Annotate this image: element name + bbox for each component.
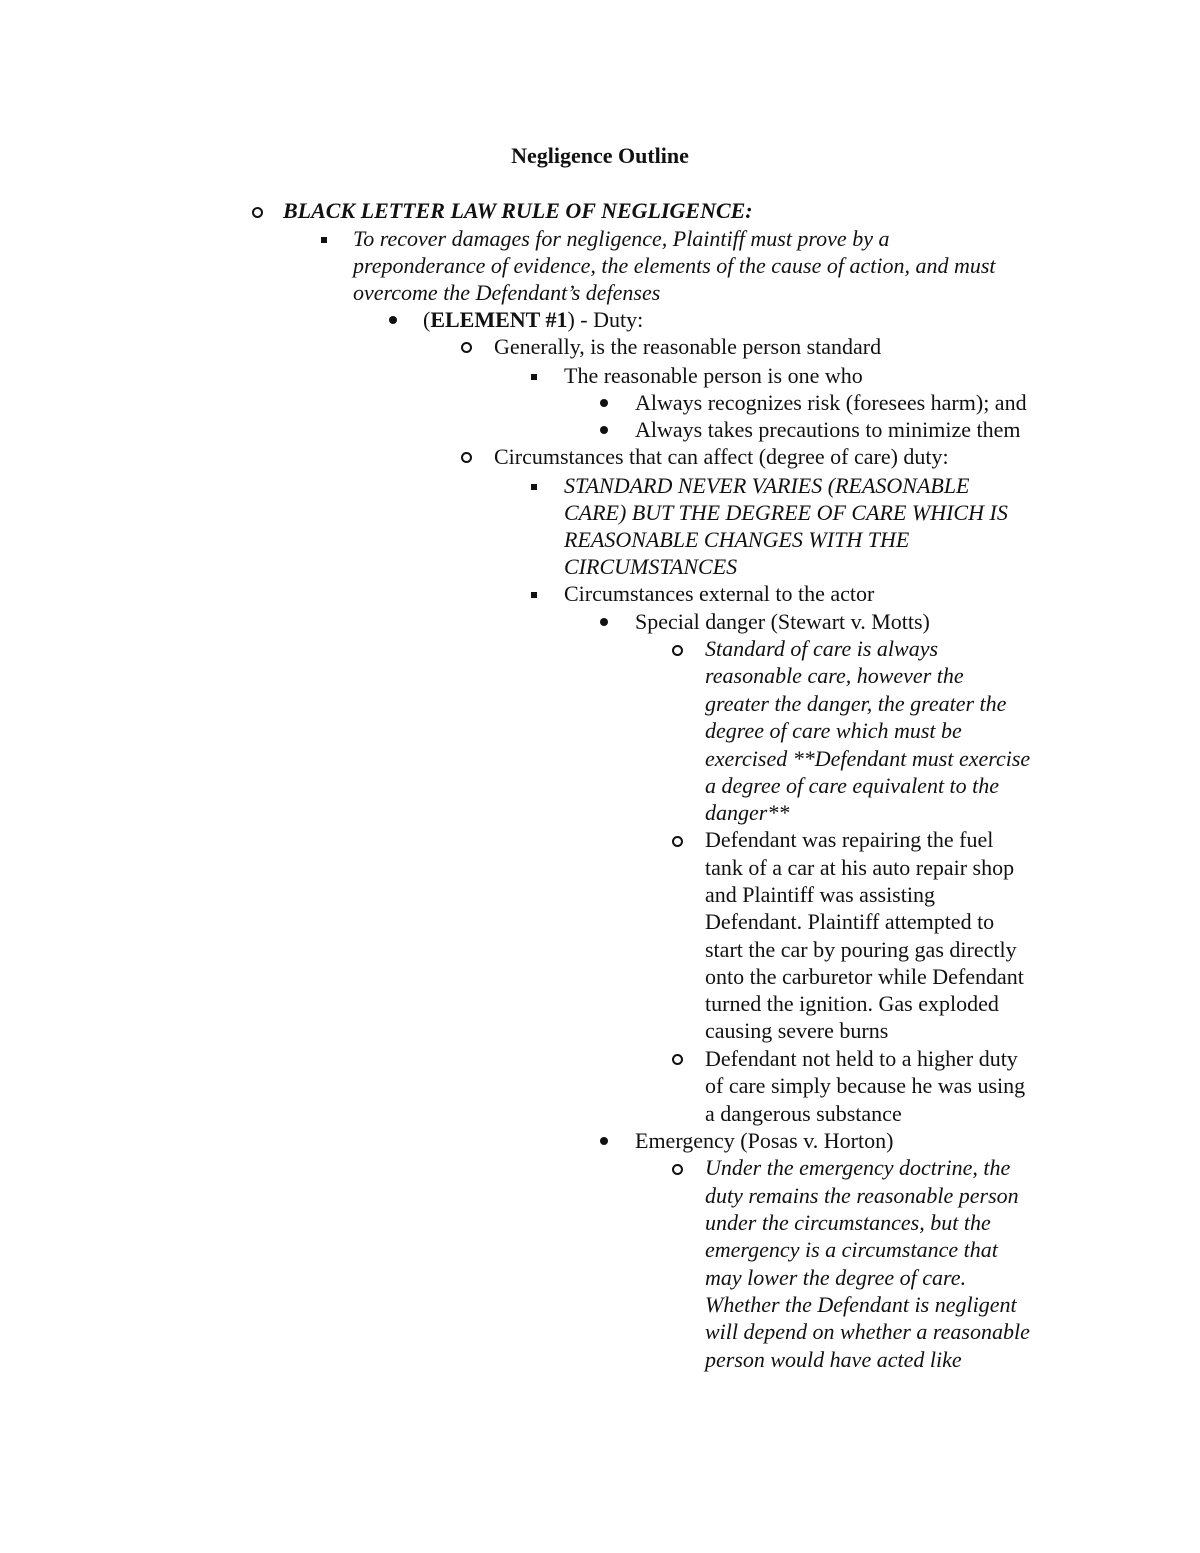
sd-rule-line: degree of care which must be bbox=[705, 718, 962, 743]
circle-bullet-icon bbox=[672, 1046, 683, 1073]
sd-rule-line: danger** bbox=[705, 800, 790, 825]
circle-bullet-icon bbox=[672, 828, 683, 855]
circle-bullet-icon bbox=[252, 199, 263, 226]
recognizes-item: Always recognizes risk (foresees harm); and bbox=[635, 390, 1027, 415]
element-open: ( bbox=[423, 307, 431, 332]
sd-facts-line: tank of a car at his auto repair shop bbox=[705, 855, 1015, 880]
emergency-item: Emergency (Posas v. Horton) bbox=[635, 1128, 894, 1153]
square-bullet-icon bbox=[531, 362, 537, 389]
em-rule-line: person would have acted like bbox=[705, 1347, 962, 1372]
external-item: Circumstances external to the actor bbox=[564, 581, 875, 606]
sd-rule-line: greater the danger, the greater the bbox=[705, 691, 1007, 716]
standard-line: CARE) BUT THE DEGREE OF CARE WHICH IS bbox=[564, 500, 1008, 525]
standard-line: CIRCUMSTANCES bbox=[564, 554, 738, 579]
rule-line: overcome the Defendant’s defenses bbox=[353, 280, 661, 305]
element-heading bbox=[423, 306, 643, 333]
sd-facts-line: Defendant was repairing the fuel bbox=[705, 827, 994, 852]
em-rule-line: under the circumstances, but the bbox=[705, 1210, 991, 1235]
precautions-item: Always takes precautions to minimize them bbox=[635, 417, 1021, 442]
black-letter-heading: BLACK LETTER LAW RULE OF NEGLIGENCE: bbox=[283, 198, 753, 223]
square-bullet-icon bbox=[531, 472, 537, 499]
special-danger-item: Special danger (Stewart v. Motts) bbox=[635, 609, 930, 634]
generally-item: Generally, is the reasonable person standard bbox=[494, 334, 882, 359]
standard-line: REASONABLE CHANGES WITH THE bbox=[564, 527, 910, 552]
rule-line: preponderance of evidence, the elements of the cause of action, and must bbox=[353, 253, 996, 278]
square-bullet-icon bbox=[531, 580, 537, 607]
sd-holding-line: Defendant not held to a higher duty bbox=[705, 1046, 1018, 1071]
sd-holding-line: of care simply because he was using bbox=[705, 1073, 1026, 1098]
element-label: ELEMENT #1 bbox=[430, 307, 568, 332]
square-bullet-icon bbox=[321, 225, 327, 252]
em-rule-line: will depend on whether a reasonable bbox=[705, 1319, 1030, 1344]
em-rule-line: duty remains the reasonable person bbox=[705, 1183, 1019, 1208]
circumstances-item: Circumstances that can affect (degree of care) duty: bbox=[494, 444, 949, 469]
circle-bullet-icon bbox=[461, 444, 472, 471]
disc-bullet-icon bbox=[600, 389, 608, 416]
sd-facts-line: onto the carburetor while Defendant bbox=[705, 964, 1024, 989]
disc-bullet-icon bbox=[600, 1127, 608, 1154]
sd-rule-line: reasonable care, however the bbox=[705, 663, 964, 688]
disc-bullet-icon bbox=[389, 306, 397, 333]
sd-rule-line: a degree of care equivalent to the bbox=[705, 773, 1000, 798]
circle-bullet-icon bbox=[672, 1156, 683, 1183]
sd-rule-line: exercised **Defendant must exercise bbox=[705, 746, 1031, 771]
em-rule-line: Whether the Defendant is negligent bbox=[705, 1292, 1017, 1317]
sd-rule-line: Standard of care is always bbox=[705, 636, 939, 661]
sd-facts-line: causing severe burns bbox=[705, 1018, 889, 1043]
sd-facts-line: and Plaintiff was assisting bbox=[705, 882, 935, 907]
em-rule-line: Under the emergency doctrine, the bbox=[705, 1155, 1011, 1180]
circle-bullet-icon bbox=[461, 334, 472, 361]
disc-bullet-icon bbox=[600, 608, 608, 635]
em-rule-line: may lower the degree of care. bbox=[705, 1265, 967, 1290]
sd-holding-line: a dangerous substance bbox=[705, 1101, 902, 1126]
rule-line: To recover damages for negligence, Plaintiff must prove by a bbox=[353, 226, 890, 251]
document-title: Negligence Outline bbox=[511, 143, 689, 168]
sd-facts-line: turned the ignition. Gas exploded bbox=[705, 991, 999, 1016]
reasonable-person-item: The reasonable person is one who bbox=[564, 363, 863, 388]
em-rule-line: emergency is a circumstance that bbox=[705, 1237, 998, 1262]
disc-bullet-icon bbox=[600, 416, 608, 443]
element-rest: ) - Duty: bbox=[567, 307, 644, 332]
sd-facts-line: start the car by pouring gas directly bbox=[705, 937, 1017, 962]
standard-line: STANDARD NEVER VARIES (REASONABLE bbox=[564, 473, 970, 498]
sd-facts-line: Defendant. Plaintiff attempted to bbox=[705, 909, 995, 934]
circle-bullet-icon bbox=[672, 637, 683, 664]
